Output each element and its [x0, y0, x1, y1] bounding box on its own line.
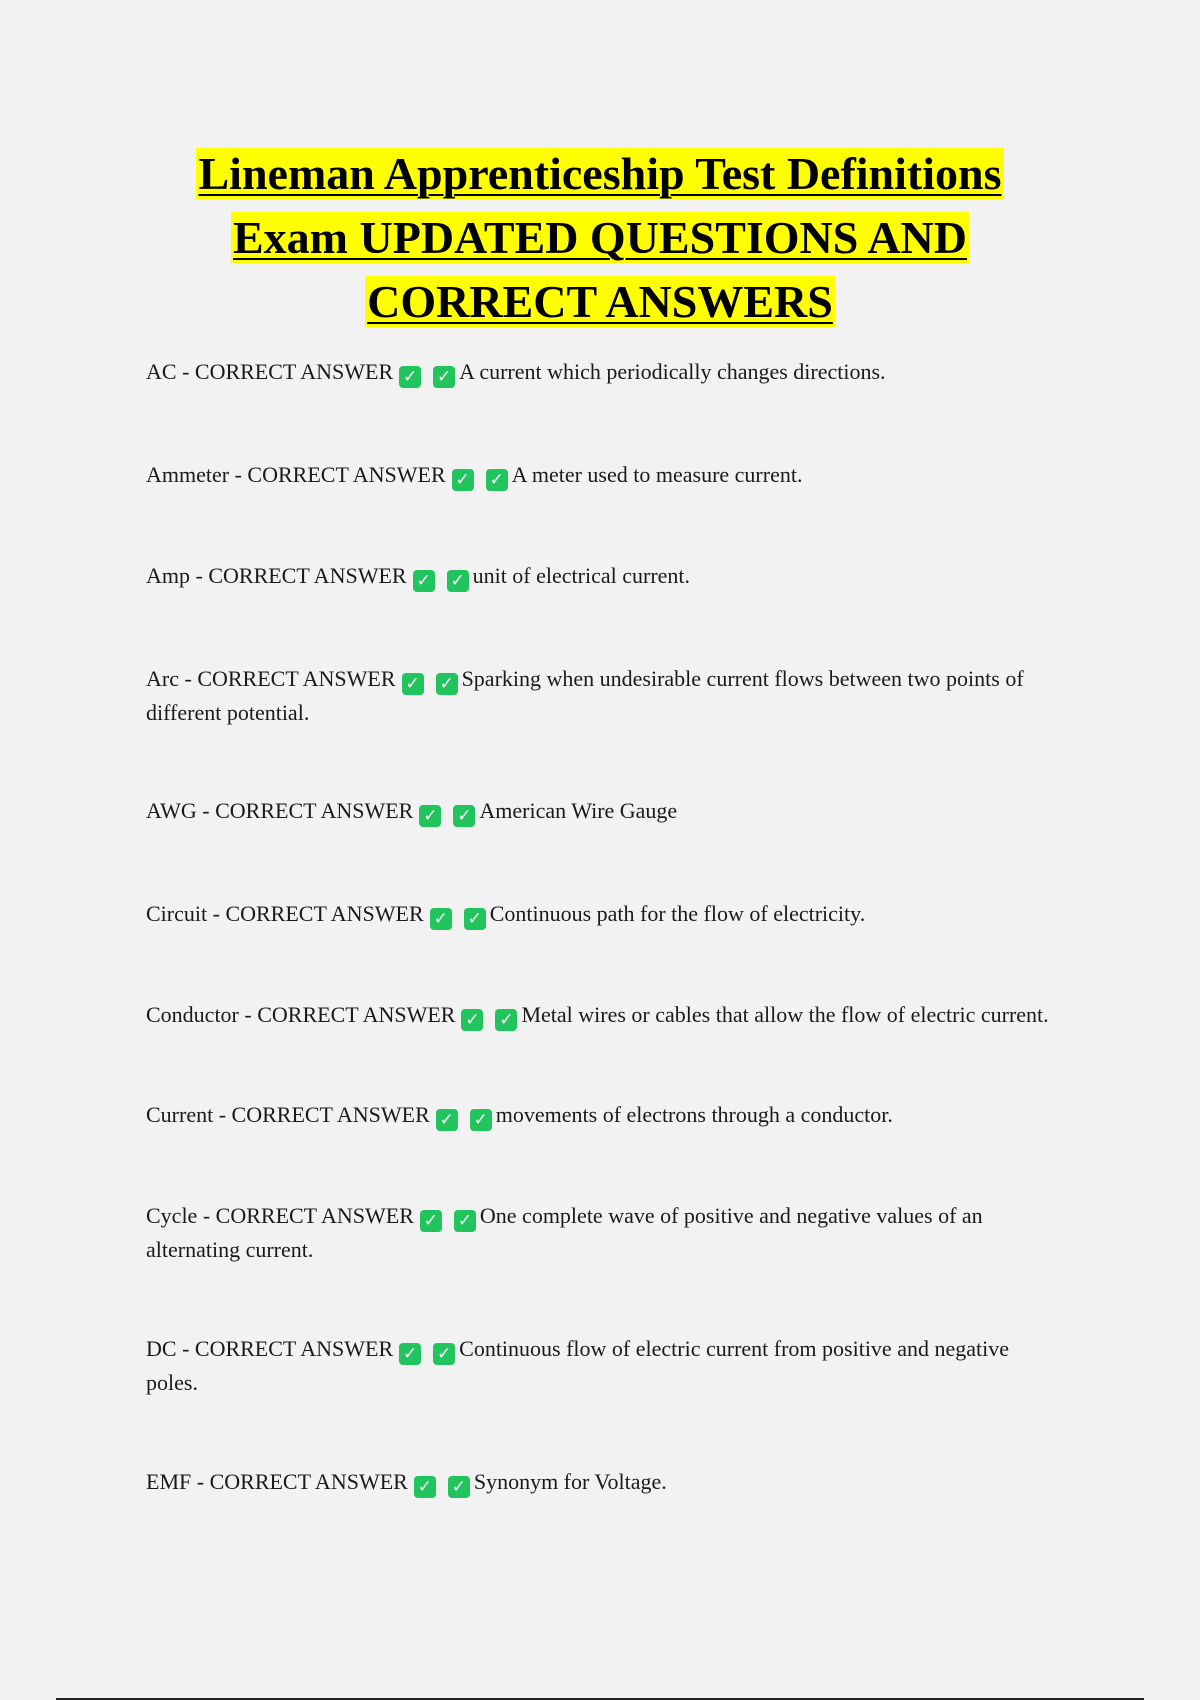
check-mark-icon: ✓: [461, 1009, 483, 1031]
check-mark-icon: ✓: [399, 366, 421, 388]
definition-entry: Current - CORRECT ANSWER ✓ ✓ movements of electrons through a conductor.: [146, 1102, 893, 1130]
entry-definition: One complete wave of positive and negative values of an alternating current.: [146, 1203, 983, 1262]
entry-marker: CORRECT ANSWER: [197, 666, 396, 691]
check-mark-icon: ✓: [436, 1109, 458, 1131]
definition-entry: Circuit - CORRECT ANSWER ✓ ✓ Continuous path for the flow of electricity.: [146, 901, 866, 929]
check-mark-icon: ✓: [419, 805, 441, 827]
entry-marker: CORRECT ANSWER: [194, 359, 394, 384]
check-mark-icon: ✓: [452, 469, 474, 491]
entry-term: Ammeter: [146, 462, 230, 487]
title-line: [100, 206, 1100, 270]
check-mark-icon: ✓: [433, 366, 455, 388]
title-line: [100, 142, 1100, 206]
check-mark-icon: ✓: [399, 1343, 421, 1365]
check-mark-icon: ✓: [486, 469, 508, 491]
entry-term: Cycle: [146, 1203, 198, 1228]
check-mark-icon: ✓: [454, 1210, 476, 1232]
entry-term: Conductor: [146, 1002, 239, 1027]
check-mark-icon: ✓: [430, 908, 452, 930]
entry-term: AC: [146, 359, 177, 384]
title-line: [100, 270, 1100, 334]
check-mark-icon: ✓: [420, 1210, 442, 1232]
entry-term: AWG: [146, 798, 197, 823]
entry-definition: movements of electrons through a conductor.: [495, 1102, 893, 1127]
entry-marker: CORRECT ANSWER: [215, 1203, 414, 1228]
entry-marker: CORRECT ANSWER: [208, 563, 407, 588]
title-line-text: CORRECT ANSWERS: [367, 276, 833, 327]
definitions-list: [146, 355, 1066, 1499]
check-mark-icon: ✓: [448, 1476, 470, 1498]
check-mark-icon: ✓: [433, 1343, 455, 1365]
entry-definition: Continuous path for the flow of electricity.: [489, 901, 866, 926]
entry-marker: CORRECT ANSWER: [257, 1002, 456, 1027]
entry-definition: Metal wires or cables that allow the flow of electric current.: [521, 1002, 1049, 1027]
check-mark-icon: ✓: [447, 570, 469, 592]
entry-definition: A current which periodically changes directions.: [459, 359, 886, 384]
definition-entry: AC - CORRECT ANSWER ✓ ✓ A current which periodically changes directions.: [146, 359, 886, 387]
check-mark-icon: ✓: [495, 1009, 517, 1031]
entry-term: Circuit: [146, 901, 208, 926]
entry-definition: A meter used to measure current.: [511, 462, 803, 487]
check-mark-icon: ✓: [453, 805, 475, 827]
check-mark-icon: ✓: [470, 1109, 492, 1131]
check-mark-icon: ✓: [414, 1476, 436, 1498]
entry-marker: CORRECT ANSWER: [247, 462, 446, 487]
definition-entry: Cycle - CORRECT ANSWER ✓ ✓ One complete wave of positive and negative values of an alternating current.: [146, 1203, 983, 1262]
entry-marker: CORRECT ANSWER: [209, 1469, 408, 1494]
entry-definition: American Wire Gauge: [479, 798, 678, 823]
entry-term: EMF: [146, 1469, 192, 1494]
entry-marker: CORRECT ANSWER: [231, 1102, 430, 1127]
definition-entry: Amp - CORRECT ANSWER ✓ ✓ unit of electrical current.: [146, 563, 691, 591]
check-mark-icon: ✓: [464, 908, 486, 930]
entry-definition: unit of electrical current.: [472, 563, 691, 588]
definition-entry: Ammeter - CORRECT ANSWER ✓ ✓ A meter used to measure current.: [146, 462, 803, 490]
document-title: [100, 142, 1100, 334]
definition-entry: DC - CORRECT ANSWER ✓ ✓ Continuous flow of electric current from positive and negative poles.: [146, 1336, 1009, 1395]
title-line-text: Lineman Apprenticeship Test Definitions: [198, 148, 1002, 199]
entry-term: DC: [146, 1336, 177, 1361]
entry-definition: Synonym for Voltage.: [473, 1469, 667, 1494]
entry-term: Amp: [146, 563, 190, 588]
entry-definition: Continuous flow of electric current from positive and negative poles.: [146, 1336, 1009, 1395]
entry-marker: CORRECT ANSWER: [225, 901, 424, 926]
check-mark-icon: ✓: [436, 673, 458, 695]
definition-entry: Arc - CORRECT ANSWER ✓ ✓ Sparking when undesirable current flows between two points of different potential.: [146, 666, 1024, 725]
entry-definition: Sparking when undesirable current flows between two points of different potential.: [146, 666, 1024, 725]
definition-entry: EMF - CORRECT ANSWER ✓ ✓ Synonym for Voltage.: [146, 1469, 667, 1497]
check-mark-icon: ✓: [402, 673, 424, 695]
definition-entry: AWG - CORRECT ANSWER ✓ ✓ American Wire Gauge: [146, 798, 678, 826]
entry-term: Arc: [146, 666, 179, 691]
title-line-text: Exam UPDATED QUESTIONS AND: [233, 212, 967, 263]
entry-marker: CORRECT ANSWER: [215, 798, 414, 823]
definition-entry: Conductor - CORRECT ANSWER ✓ ✓ Metal wires or cables that allow the flow of electric current.: [146, 1002, 1049, 1030]
check-mark-icon: ✓: [413, 570, 435, 592]
entry-term: Current: [146, 1102, 214, 1127]
entry-marker: CORRECT ANSWER: [194, 1336, 394, 1361]
